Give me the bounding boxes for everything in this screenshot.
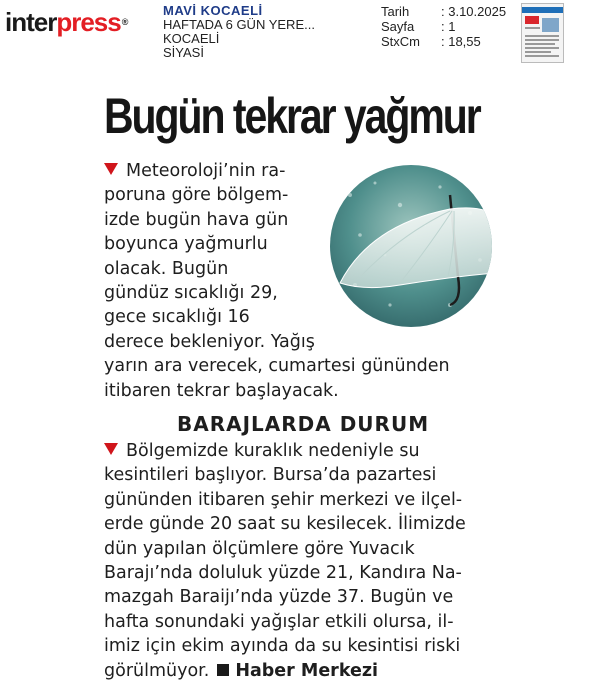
paragraph-line: poruna göre bölgem- <box>104 185 289 206</box>
meta-value: : 3.10.2025 <box>441 4 507 19</box>
article-paragraph-2 <box>104 439 466 683</box>
paragraph-line: gününden itibaren şehir merkezi ve ilçel- <box>104 489 463 510</box>
meta-value: : 18,55 <box>441 34 481 49</box>
subheading: BARAJLARDA DURUM <box>177 412 430 436</box>
line-text: Meteoroloji’nin ra- <box>126 161 286 181</box>
paragraph-line <box>104 659 466 683</box>
byline: Haber Merkezi <box>235 660 379 681</box>
paragraph-line: derece bekleniyor. Yağış <box>104 331 315 352</box>
meta-label: Tarih <box>381 4 410 19</box>
category-label: SİYASİ <box>163 45 204 60</box>
paragraph-line <box>104 159 450 183</box>
line-text: görülmüyor. <box>104 660 210 681</box>
meta-row-date <box>381 4 506 19</box>
article-headline: Bugün tekrar yağmur <box>104 88 480 144</box>
publication-info <box>163 4 315 60</box>
red-triangle-icon <box>104 443 118 455</box>
logo-text: inter <box>5 7 57 37</box>
logo-accent-text: press <box>56 7 121 37</box>
paragraph-line: itibaren tekrar başlayacak. <box>104 380 339 401</box>
paragraph-line: gündüz sıcaklığı 29, <box>104 282 278 303</box>
paragraph-line: yarın ara verecek, cumartesi gününden <box>104 356 450 377</box>
paragraph-line: izde bugün hava gün <box>104 209 289 230</box>
paragraph-line: imiz için ekim ayında da su kesintisi riski <box>104 636 461 657</box>
paragraph-line: mazgah Baraijı’nda yüzde 37. Bugün ve <box>104 587 454 608</box>
meta-row-stxcm <box>381 34 506 49</box>
meta-row-page <box>381 19 506 34</box>
paragraph-line: boyunca yağmurlu <box>104 234 268 255</box>
newspaper-page-thumbnail[interactable] <box>521 3 564 63</box>
publication-name: MAVİ KOCAELİ <box>163 3 263 18</box>
meta-value: : 1 <box>441 19 456 34</box>
clipping-meta <box>381 4 506 49</box>
registered-mark: ® <box>121 17 128 27</box>
paragraph-line: dün yapılan ölçümlere göre Yuvacık <box>104 538 415 559</box>
black-square-icon <box>217 664 229 676</box>
paragraph-line: erde günde 20 saat su kesilecek. İlimizde <box>104 514 466 535</box>
paragraph-line: hafta sonundaki yağışlar etkili olursa, il- <box>104 611 454 632</box>
meta-label: Sayfa <box>381 19 415 34</box>
paragraph-line: olacak. Bugün <box>104 258 229 279</box>
paragraph-line: gece sıcaklığı 16 <box>104 307 250 328</box>
interpress-logo <box>5 8 127 36</box>
paragraph-line: Barajı’nda doluluk yüzde 21, Kandıra Na- <box>104 562 462 583</box>
meta-label: StxCm <box>381 34 420 49</box>
paragraph-line <box>104 439 466 463</box>
article-snippet: HAFTADA 6 GÜN YERE... <box>163 17 315 32</box>
line-text: Bölgemizde kuraklık nedeniyle su <box>126 441 420 461</box>
red-triangle-icon <box>104 163 118 175</box>
clipping-header <box>0 0 590 70</box>
city-label: KOCAELİ <box>163 31 220 46</box>
paragraph-line: kesintileri başlıyor. Bursa’da pazartesi <box>104 465 437 486</box>
article-paragraph-1 <box>104 159 450 403</box>
